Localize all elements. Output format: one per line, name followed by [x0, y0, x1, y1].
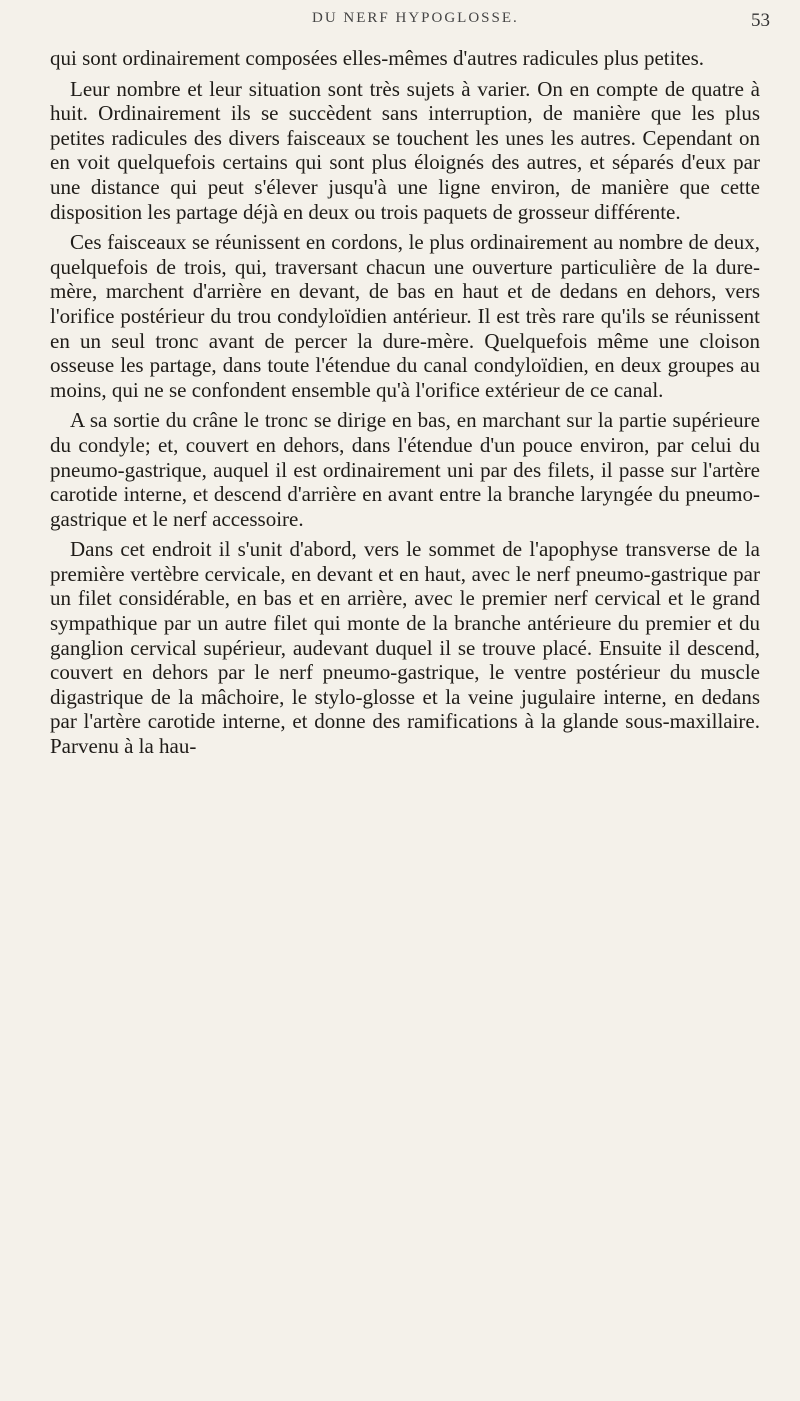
paragraph: qui sont ordinairement composées elles-mêmes d'autres radicules plus petites. [50, 46, 705, 70]
running-title: DU NERF HYPOGLOSSE. [312, 10, 519, 26]
page-number: 53 [751, 10, 770, 31]
paragraph: Ces faisceaux se réunissent en cordons, le plus ordinairement au nombre de deux, quelquefois de trois, qui, traversant chacun une ouverture particulière de la dure-mère, marchent d'arrière en devant, de bas en haut et de dedans en dehors, vers l'orifice postérieur du trou condyloïdien antérieur. Il est très rare qu'ils se réunissent en un seul tronc avant de percer la dure-mère. Quelquefois même une cloison osseuse les partage, dans toute l'étendue du canal condyloïdien, en deux groupes au moins, qui ne se confondent ensemble qu'à l'orifice extérieur de ce canal. [50, 230, 760, 402]
paragraph: Leur nombre et leur situation sont très sujets à varier. On en compte de quatre à huit. Ordinairement ils se succèdent sans interruption, de manière que les plus petites radicules des divers faisceaux se touchent les unes les autres. Cependant on en voit quelquefois certains qui sont plus éloignés des autres, et séparés d'eux par une distance qui peut s'élever jusqu'à une ligne environ, de manière que cette disposition les partage déjà en deux ou trois paquets de grosseur différente. [50, 76, 760, 224]
paragraph: Dans cet endroit il s'unit d'abord, vers le sommet de l'apophyse transverse de la première vertèbre cervicale, en devant et en haut, avec le nerf pneumo-gastrique par un filet considérable, en bas et en arrière, avec le premier nerf cervical et le grand sympathique par un autre filet qui monte de la branche antérieure du premier et du ganglion cervical supérieur, audevant duquel il se trouve placé. Ensuite il descend, couvert en dehors par le nerf pneumo-gastrique, le ventre postérieur du muscle digastrique de la mâchoire, le stylo-glosse et la veine jugulaire interne, en dedans par l'artère carotide interne, et donne des ramifications à la glande sous-maxillaire. Parvenu à la hau- [50, 537, 760, 759]
paragraph: A sa sortie du crâne le tronc se dirige en bas, en marchant sur la partie supérieure du condyle; et, couvert en dehors, dans l'étendue d'un pouce environ, par celui du pneumo-gastrique, auquel il est ordinairement uni par des filets, il passe sur l'artère carotide interne, et descend d'arrière en avant entre la branche laryngée du pneumo-gastrique et le nerf accessoire. [50, 408, 760, 531]
body-text [50, 46, 760, 765]
